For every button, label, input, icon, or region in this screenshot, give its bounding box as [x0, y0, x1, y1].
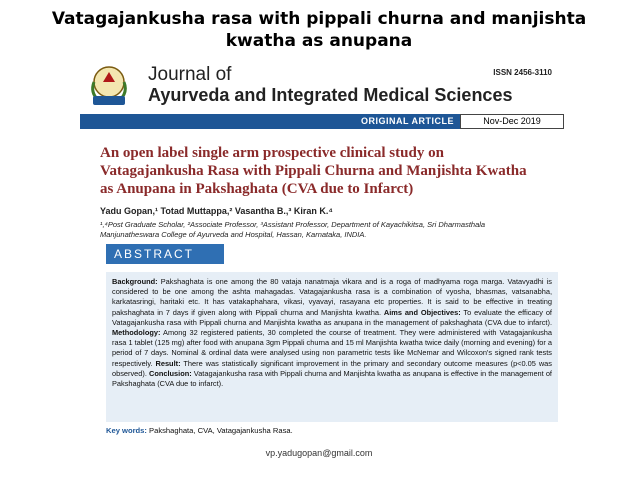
- keywords: [106, 426, 558, 435]
- methodology-text: Among 32 registered patients, 30 completed the course of treatment. They were administered with Vatagajankusha rasa 1 tablet (125 mg) after food with anupana 3gm Pippali churna and 15 ml Manjishta kwatha twice daily (morning and evening) for a period of 7 days. Nominal & ordinal data were analysed using non parametric tests like McNemar and Wilcoxon's signed rank tests respectively.: [112, 328, 552, 368]
- author-email: vp.yadugopan@gmail.com: [265, 448, 373, 458]
- methodology-label: Methodology:: [112, 328, 161, 338]
- background-label: Background:: [112, 277, 158, 286]
- conclusion-text: Vatagajankusha rasa with Pippali churna and Manjishta kwatha as anupana is effective in the management of Pakshaghata (CVA due to infarct).: [112, 368, 552, 389]
- journal-line-1: Journal of: [148, 64, 232, 85]
- article-type-label: ORIGINAL ARTICLE: [361, 116, 454, 126]
- abstract-body: [106, 272, 558, 422]
- article-type-band: [80, 114, 564, 129]
- article-title: An open label single arm prospective clinical study on Vatagajankusha Rasa with Pippali Churna and Manjishta Kwatha as Anupana in Pakshaghata (CVA due to Infarct): [100, 145, 527, 197]
- result-text: There was statistically significant improvement in the primary and secondary outcome measures (p<0.05 was observed).: [112, 358, 552, 378]
- aims-text: To evaluate the efficacy of Vatagajankusha rasa with Pippali churna and Manjishta kwatha as anupana in the management of pakshaghata (CVA due to infarct).: [112, 307, 552, 327]
- keywords-text: Pakshaghata, CVA, Vatagajankusha Rasa.: [146, 426, 293, 435]
- aims-label: Aims and Objectives:: [383, 307, 461, 317]
- abstract-heading: ABSTRACT: [106, 244, 224, 264]
- conclusion-label: Conclusion:: [149, 368, 192, 378]
- issn: ISSN 2456-3110: [493, 68, 552, 77]
- background-text: Pakshaghata is one among the 80 vataja nanatmaja vikara and is a roga of madhyama roga marga. Vatavyadhi is considered to be one among the ashta mahagadas. Vatagajankusha rasa is a combination of vyosha, bhasmas, vatsanabha, karkatasringi, haritaki etc. It has vatakaphahara, vikasi, vyavayi, rasayana etc properties. It is said to be effective in treating pakshaghata in 7 days if given along with Pippali churna and Manjishta kwatha.: [112, 277, 552, 317]
- journal-name: [148, 64, 512, 106]
- jaims-logo-icon: [86, 62, 132, 108]
- affiliation: ¹,⁴Post Graduate Scholar, ²Associate Professor, ³Assistant Professor, Department of Kayachikitsa, Sri Dharmasthala Manjunatheswara College of Ayurveda and Hospital, Hassan, Karnataka, INDIA.: [100, 220, 486, 239]
- keywords-label: Key words:: [106, 426, 147, 435]
- article-clipping: [80, 58, 564, 442]
- issue-date: Nov-Dec 2019: [460, 114, 564, 129]
- authors: Yadu Gopan,¹ Totad Muttappa,² Vasantha B.,³ Kiran K.⁴: [100, 206, 333, 216]
- journal-line-2: Ayurveda and Integrated Medical Sciences: [148, 85, 513, 105]
- slide-title: Vatagajankusha rasa with pippali churna and manjishta kwatha as anupana: [51, 9, 587, 51]
- result-label: Result:: [155, 358, 181, 368]
